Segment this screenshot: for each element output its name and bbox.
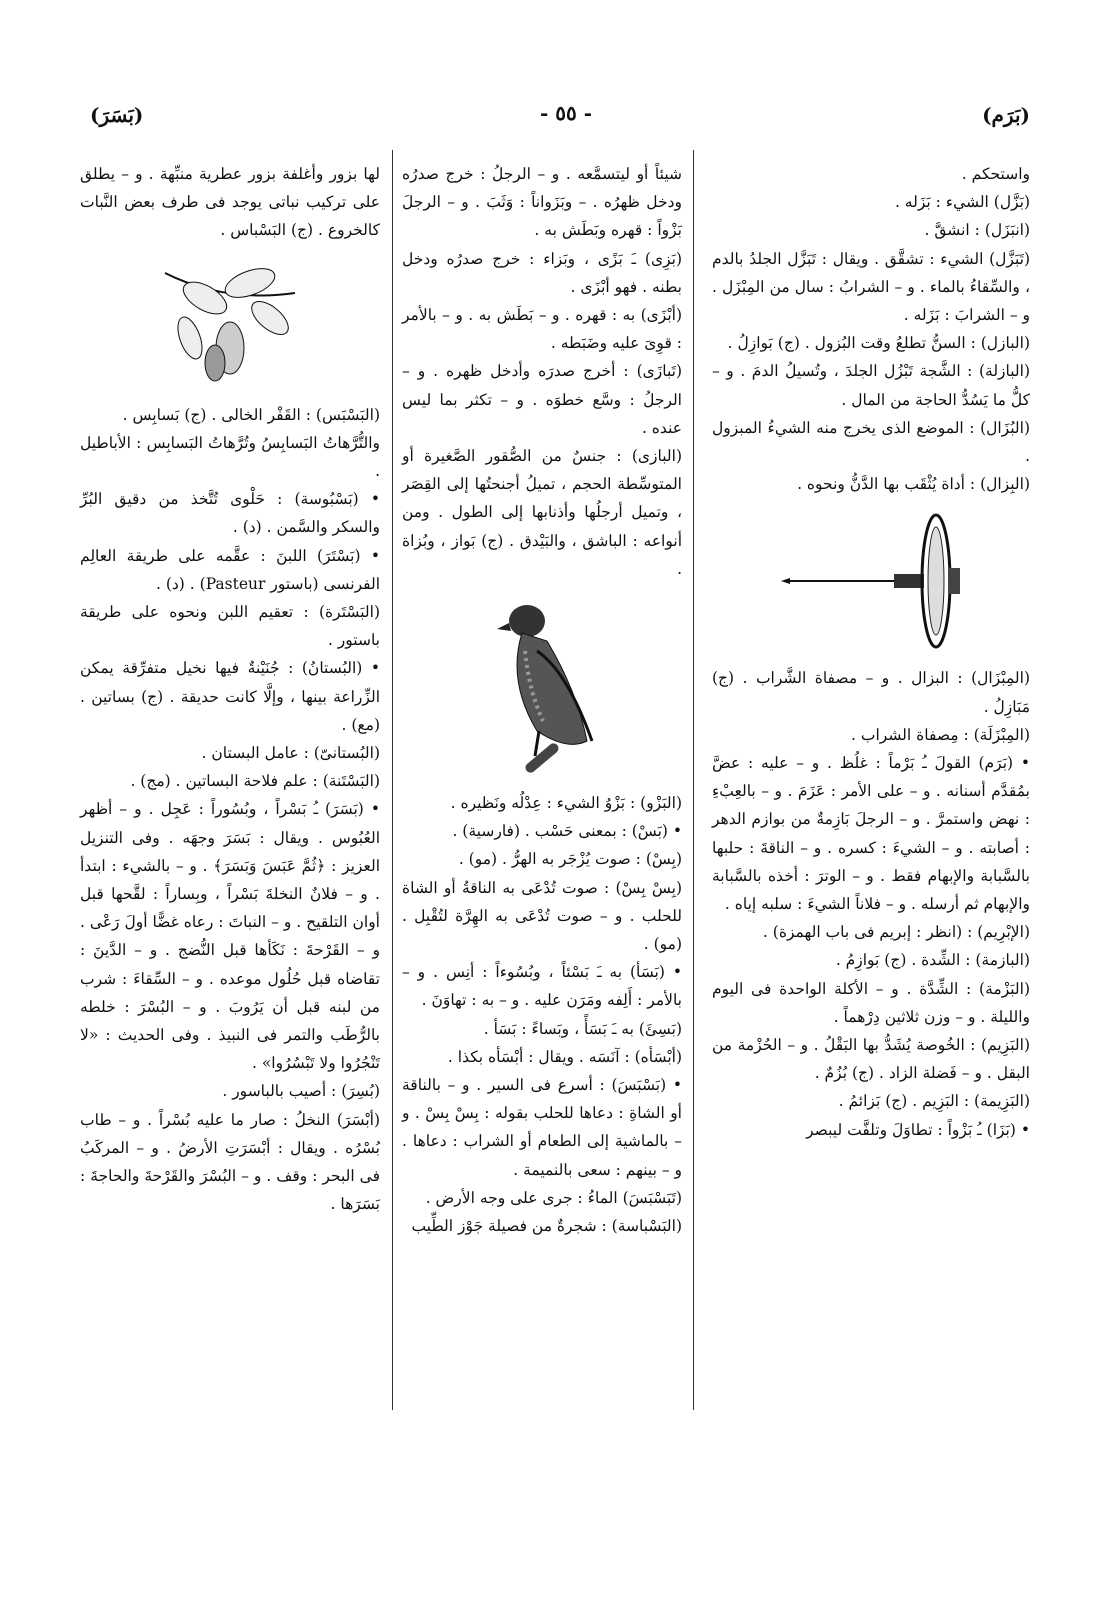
entry-line: شيئاً أو ليتسمَّعه . و – الرجلُ : خرج صدرُه ودخل ظهرُه . – وبَزَواناً : وَثَبَ . و – الرجلَ بَزْواً : قهره وبَطَش به . — [402, 165, 682, 240]
entry-line: • (بَسْبَسَ) : أسرع فى السير . و – بالناقة أو الشاةِ : دعاها للحلب بقوله : بِسْ بِسْ . و – بالماشية إلى الطعام أو الشراب : دعاها . و – بينهم : سعى بالنميمة . — [402, 1076, 682, 1179]
entry-line: (انبَزَل) : انشقَّ . — [924, 221, 1030, 240]
entry-line: (بُسِرَ) : أصيب بالباسور . — [222, 1082, 380, 1101]
entry-line: (البِزال) : أداة يُثْقَب بها الدَّنُّ ونحوه . — [797, 475, 1030, 494]
entry-line: (البَزِيمة) : البَزِيم . (ج) بَزائمُ . — [838, 1092, 1030, 1111]
entry-line: (المِبْزَلَة) : مِصفاة الشراب . — [851, 725, 1030, 744]
entry-line: • (بَرَم) القولَ ـُ بَرْماً : غلُظ . و – عليه : عضَّ بمُقدَّم أسنانه . و – على الأمر : عَزَمَ . و – بالعِبْءِ : نهض واستمرَّ . و – الرجلَ بَازِمةٌ من بوازم الدهر : أصابته . و – الشيءَ : كسره . و – الناقةَ : حلبها بالسَّبابة والإبهام فقط . و – الوترَ : أخذه بالسَّبابة والإبهام ثم أرسله . و – فلاناً الشيءَ : سلبه إياه . — [712, 754, 1030, 914]
column-divider — [693, 150, 694, 1410]
entry-line: (البازى) : جنسٌ من الصُّقور الصَّغيرة أو المتوسِّطة الحجم ، تميلُ أجنحتُها إلى القِصَر ، وتميل أرجلُها وأذنابها إلى الطول . ومن أنواعه : الباشق ، والبَيْدق . (ج) بَواز ، وبُزاة . — [402, 447, 682, 578]
column-left — [80, 160, 380, 1219]
entry-line: (البَسْبَس) : القَفْر الخالى . (ج) بَسابِس . — [122, 405, 380, 424]
entry-line: واستحكم . — [961, 165, 1030, 183]
header-guide-word-left: (بَسَرَ) — [90, 103, 144, 127]
column-middle — [402, 160, 682, 1240]
entry-line: • (بَسْبُوسة) : حَلْوى تُتَّخذ من دقيق البُرِّ والسكر والسَّمن . (د) . — [80, 490, 380, 537]
entry-line: (المِبْزَال) : البزال . و – مصفاة الشَّراب . (ج) مَبَازِلُ . — [712, 669, 1030, 716]
column-right — [712, 160, 1030, 1144]
entry-line: (بَزَّل) الشيء : بَزَله . — [894, 193, 1030, 212]
entry-line: • (بَزَا) ـُ بَزْواً : تطاوَلَ وتلفَّت ليبصر — [806, 1120, 1030, 1139]
entry-line: (البازلة) : الشَّجة تَبْزُل الجلدَ ، وتُسيلُ الدمَ . و – كلُّ ما يَسُدُّ الحاجة من المال . — [712, 362, 1030, 409]
entry-line: (بَسِئَ) به ـَ بَسَأً ، وبَساءً : بَسَأ . — [483, 1019, 682, 1038]
entry-line: (أبْزَى) به : قهره . و – بَطَش به . و – بالأمر : قوِىَ عليه وضَبَطه . — [402, 306, 682, 353]
entry-line: (البَسْتَنة) : علم فلاحة البساتين . (مج) . — [130, 772, 380, 791]
column-divider — [392, 150, 393, 1410]
entry-line: • (بَسْتَرَ) اللبنَ : عقَّمه على طريقة العالِم الفرنسى (باستور Pasteur) . (د) . — [80, 546, 380, 593]
entry-line: (البازل) : السنُّ تطلعُ وقت البُزول . (ج) بَوازِلُ . — [727, 334, 1030, 353]
entry-line: لها بزور وأغلفة بزور عطرية منبِّهة . و – يطلق على تركيب نباتى يوجد فى طرف بعض النَّبات كالخروع . (ج) البَسْباس . — [80, 165, 380, 240]
nutmeg-plant-illustration — [155, 253, 305, 393]
entry-line: (البازمة) : الشِّدة . (ج) بَوازِمُ . — [835, 951, 1030, 970]
entry-line: • (بَسَأ) به ـَ بَسْئاً ، وبُسُوءاً : أنِس . و – بالأمر : أَلِفه ومَرَن عليه . و – به : تهاوَنَ . — [402, 963, 682, 1010]
entry-line: • (بَسَرَ) ـُ بَسْراً ، وبُسُوراً : عَجِل . و – أظهر العُبُوس . ويقال : بَسَرَ وجهَه . وفى التنزيل العزيز : ﴿ثُمَّ عَبَسَ وَبَسَرَ﴾ . و – بالشيء : ابتدأ . و – فلانٌ النخلةَ بَسْراً ، وبِساراً : لقَّحها قبل أوان التلقيح . و – النباتَ : رعاه غضًّا أولَ رَعْى . و – القَرْحةَ : نَكَأها قبل النُّضج . و – الدَّينَ : تقاضاه قبل حُلُول موعده . و – السِّقاءَ : شرب من لبنه قبل أن يَرُوبَ . و – البُسْرَ : خلطه بالرُّطَب والتمر فى النبيذ . وفى الحديث : «لا تَنْجُرُوا ولا تَبْسُرُوا» . — [80, 800, 380, 1073]
entry-line: (بِسْ بِسْ) : صوت تُدْعَى به الناقةُ أو الشاة للحلب . و – صوت تُدْعَى به الهِرَّة لتُقْبِل . (مو) . — [402, 878, 682, 954]
entry-line: • (بَسْ) : بمعنى حَسْب . (فارسية) . — [452, 822, 682, 841]
entry-line: (البَزِيم) : الخُوصة يُشَدُّ بها البَقْلُ . و – الحُزْمة من البقل . و – فَضلة الزاد . (ج) بُزُمٌ . — [712, 1036, 1030, 1083]
tap-tool-illustration — [776, 506, 966, 656]
entry-line: (تَبازَى) : أخرج صدرَه وأدخل ظهره . و – الرجلُ : وسَّع خطوَه . و – تكثر بما ليس عنده . — [402, 362, 682, 437]
entry-line: (البُزَال) : الموضع الذى يخرج منه الشيءُ المبزول . — [712, 418, 1030, 466]
entry-line: والتُّرَّهاتُ البَسابِسُ وتُرَّهاتُ البَسابِس : الأباطيل . — [80, 433, 380, 481]
entry-line: (البَسْباسة) : شجرةٌ من فصيلة جَوْز الطِّيب — [411, 1217, 682, 1236]
page-header — [70, 95, 1030, 135]
entry-line: (البَسْتَرة) : تعقيم اللبن ونحوه على طريقة باستور . — [80, 603, 380, 650]
entry-line: (أبْسَرَ) النخلُ : صار ما عليه بُسْراً . و – طاب بُسْرُه . ويقال : أبْسَرَتِ الأرضُ . و – المركَبُ فى البحر : وقف . و – البُسْرَ والقَرْحةَ والحاجةَ : بَسَرَها . — [80, 1110, 380, 1214]
entry-line: (البَزْمة) : الشِّدَّة . و – الأكلة الواحدة فى اليوم والليلة . و – وزن ثلاثين دِرْهماً . — [712, 979, 1030, 1026]
entry-line: (بَزِى) ـَ بَزًى ، وبَزاء : خرج صدرُه ودخل بطنه . فهو أبْزَى . — [402, 249, 682, 296]
entry-line: (تَبَسْبَسَ) الماءُ : جرى على وجه الأرض . — [425, 1188, 682, 1207]
entry-line: • (البُستانُ) : جُنَيْنةٌ فيها نخيل متفرِّقة يمكن الزِّراعة بينها ، وإلَّا كانت حديقة . (ج) بساتين . (مع) . — [80, 659, 380, 734]
entry-line: (البُستانىّ) : عامل البستان . — [201, 744, 380, 763]
falcon-illustration — [467, 591, 617, 781]
entry-line: (أبْسَأه) : آنَسَه . ويقال : أبْسَأه بكذا . — [447, 1047, 682, 1066]
header-guide-word-right: (بَرَم) — [982, 103, 1030, 127]
page-number: - ٥٥ - — [540, 101, 593, 125]
entry-line: (تَبَزَّل) الشيء : تشقَّق . ويقال : تَبَزَّل الجلدُ بالدم ، والسِّقاءُ بالماء . و – الشرابُ : سال من المِبْزَل . و – الشرابَ : بَزَله . — [712, 249, 1030, 325]
entry-line: (البَزْو) : بَزْوُ الشيء : عِدْلُه ونَظيره . — [450, 794, 682, 813]
entry-line: (الإبْرِيم) : (انظر : إبريم فى باب الهمزة) . — [762, 923, 1030, 942]
entry-line: (بِسْ) : صوت يُزْجَر به الهرُّ . (مو) . — [458, 850, 682, 869]
